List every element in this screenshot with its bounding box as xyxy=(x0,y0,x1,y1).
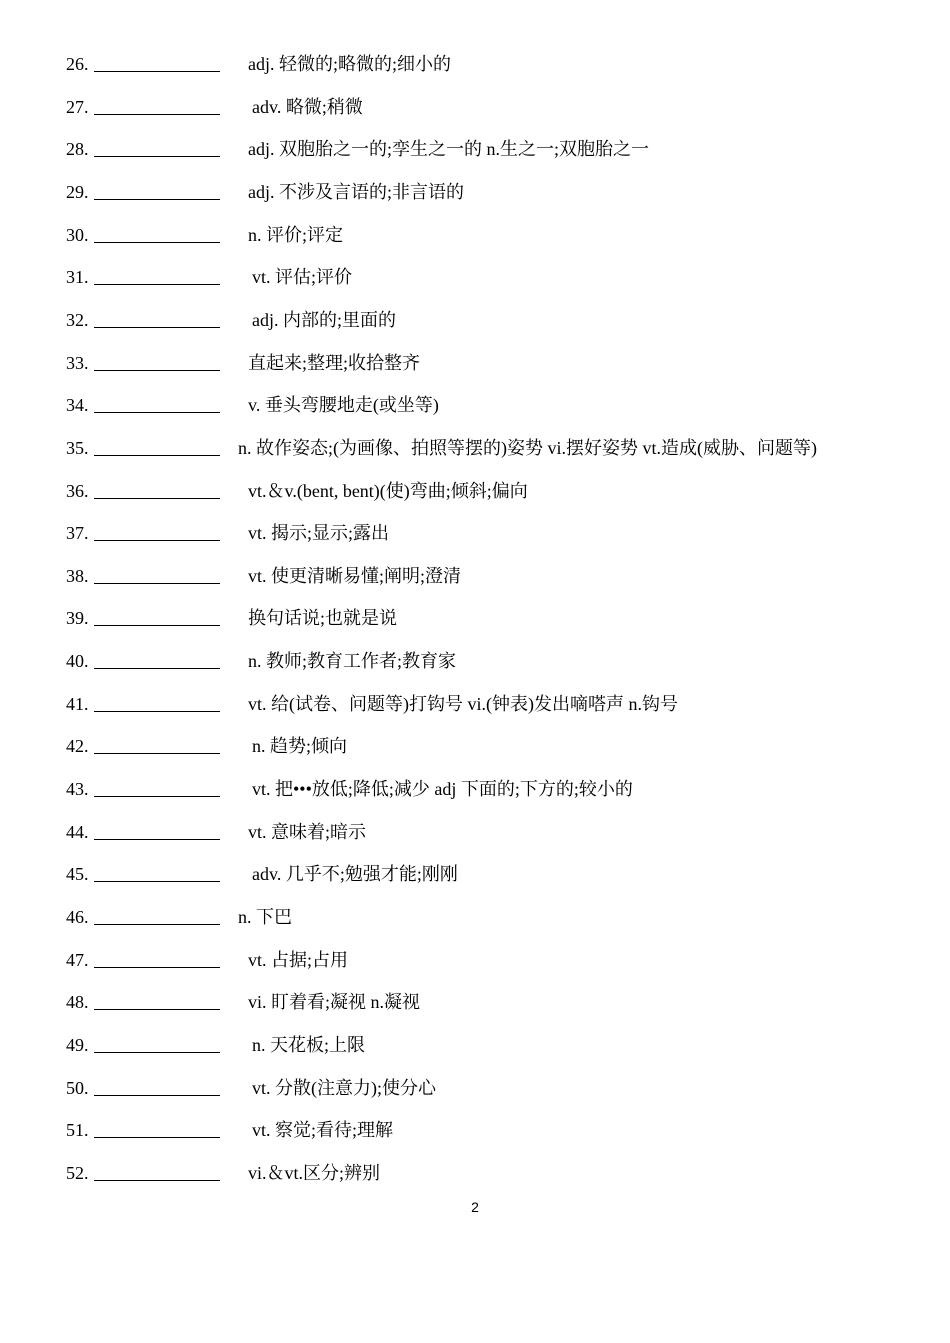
definition-text: n. 评价;评定 xyxy=(248,224,344,245)
answer-blank[interactable] xyxy=(94,733,220,759)
definition-text: n. 天花板;上限 xyxy=(252,1034,366,1055)
definition-text: n. 下巴 xyxy=(238,907,292,927)
definition-text: vt. 分散(注意力);使分心 xyxy=(252,1077,436,1098)
definition-text: vi.＆vt.区分;辨别 xyxy=(248,1162,381,1183)
answer-blank[interactable] xyxy=(94,478,220,504)
item-number: 38. xyxy=(66,565,89,586)
item-number: 51. xyxy=(66,1120,89,1141)
item-number: 42. xyxy=(66,736,89,757)
answer-blank[interactable] xyxy=(94,435,220,461)
definition-text: vt. 揭示;显示;露出 xyxy=(248,523,390,544)
vocab-item xyxy=(0,904,950,930)
item-number: 50. xyxy=(66,1077,89,1098)
vocab-item xyxy=(0,691,950,717)
answer-blank[interactable] xyxy=(94,989,220,1015)
definition-text: adv. 几乎不;勉强才能;刚刚 xyxy=(252,864,458,885)
item-number: 32. xyxy=(66,309,89,330)
answer-blank[interactable] xyxy=(94,392,220,418)
vocab-item xyxy=(0,819,950,845)
answer-blank[interactable] xyxy=(94,1160,220,1186)
item-number: 52. xyxy=(66,1162,89,1183)
vocab-item xyxy=(0,51,950,77)
vocab-item xyxy=(0,1032,950,1058)
item-number: 48. xyxy=(66,992,89,1013)
answer-blank[interactable] xyxy=(94,222,220,248)
vocab-item xyxy=(0,947,950,973)
item-number: 39. xyxy=(66,608,89,629)
answer-blank[interactable] xyxy=(94,904,220,930)
answer-blank[interactable] xyxy=(94,264,220,290)
definition-text: adj. 双胞胎之一的;孪生之一的 n.生之一;双胞胎之一 xyxy=(248,139,649,160)
definition-text: vt. 意味着;暗示 xyxy=(248,821,367,842)
definition-text: n. 故作姿态;(为画像、拍照等摆的)姿势 vi.摆好姿势 vt.造成(威胁、问题等) xyxy=(238,437,817,458)
item-number: 34. xyxy=(66,395,89,416)
vocab-item xyxy=(0,307,950,333)
definition-text: vt. 评估;评价 xyxy=(252,267,353,288)
vocab-item xyxy=(0,392,950,418)
definition-text: vt. 给(试卷、问题等)打钩号 vi.(钟表)发出嘀嗒声 n.钩号 xyxy=(248,693,678,714)
vocab-item xyxy=(0,1117,950,1143)
item-number: 41. xyxy=(66,693,89,714)
answer-blank[interactable] xyxy=(94,605,220,631)
vocab-item xyxy=(0,478,950,504)
vocab-item xyxy=(0,222,950,248)
answer-blank[interactable] xyxy=(94,51,220,77)
item-number: 47. xyxy=(66,949,89,970)
answer-blank[interactable] xyxy=(94,691,220,717)
vocab-item xyxy=(0,264,950,290)
definition-text: adj. 轻微的;略微的;细小的 xyxy=(248,54,451,74)
answer-blank[interactable] xyxy=(94,307,220,333)
item-number: 40. xyxy=(66,651,89,672)
answer-blank[interactable] xyxy=(94,563,220,589)
vocab-item xyxy=(0,435,950,461)
answer-blank[interactable] xyxy=(94,179,220,205)
vocab-item xyxy=(0,605,950,631)
vocab-item xyxy=(0,989,950,1015)
definition-text: vt.＆v.(bent, bent)(使)弯曲;倾斜;偏向 xyxy=(248,480,528,501)
item-number: 33. xyxy=(66,352,89,373)
definition-text: vt. 占据;占用 xyxy=(248,949,349,970)
answer-blank[interactable] xyxy=(94,1117,220,1143)
definition-text: vt. 把•••放低;降低;减少 adj 下面的;下方的;较小的 xyxy=(252,779,633,800)
definition-text: vt. 使更清晰易懂;阐明;澄清 xyxy=(248,565,462,586)
answer-blank[interactable] xyxy=(94,776,220,802)
definition-text: vi. 盯着看;凝视 n.凝视 xyxy=(248,992,421,1013)
item-number: 35. xyxy=(66,437,89,458)
answer-blank[interactable] xyxy=(94,1075,220,1101)
vocab-item xyxy=(0,563,950,589)
item-number: 30. xyxy=(66,224,89,245)
answer-blank[interactable] xyxy=(94,648,220,674)
item-number: 45. xyxy=(66,864,89,885)
vocab-item xyxy=(0,648,950,674)
vocab-item xyxy=(0,861,950,887)
item-number: 27. xyxy=(66,96,89,117)
vocab-item xyxy=(0,1160,950,1186)
vocab-item xyxy=(0,94,950,120)
answer-blank[interactable] xyxy=(94,819,220,845)
vocab-item xyxy=(0,179,950,205)
answer-blank[interactable] xyxy=(94,136,220,162)
definition-text: adj. 不涉及言语的;非言语的 xyxy=(248,181,464,202)
definition-text: v. 垂头弯腰地走(或坐等) xyxy=(248,395,439,416)
item-number: 26. xyxy=(66,54,89,74)
vocab-item xyxy=(0,136,950,162)
item-number: 28. xyxy=(66,139,89,160)
definition-text: adj. 内部的;里面的 xyxy=(252,309,396,330)
answer-blank[interactable] xyxy=(94,947,220,973)
page-number: 2 xyxy=(471,1199,479,1215)
item-number: 31. xyxy=(66,267,89,288)
definition-text: vt. 察觉;看待;理解 xyxy=(252,1120,394,1141)
definition-text: 直起来;整理;收拾整齐 xyxy=(248,352,421,373)
item-number: 43. xyxy=(66,779,89,800)
vocab-item xyxy=(0,776,950,802)
item-number: 44. xyxy=(66,821,89,842)
vocab-item xyxy=(0,1075,950,1101)
item-number: 36. xyxy=(66,480,89,501)
definition-text: n. 教师;教育工作者;教育家 xyxy=(248,651,457,672)
item-number: 29. xyxy=(66,181,89,202)
item-number: 37. xyxy=(66,523,89,544)
answer-blank[interactable] xyxy=(94,861,220,887)
answer-blank[interactable] xyxy=(94,350,220,376)
definition-text: adv. 略微;稍微 xyxy=(252,96,363,117)
answer-blank[interactable] xyxy=(94,1032,220,1058)
item-number: 49. xyxy=(66,1034,89,1055)
vocab-item xyxy=(0,520,950,546)
answer-blank[interactable] xyxy=(94,94,220,120)
answer-blank[interactable] xyxy=(94,520,220,546)
vocab-item xyxy=(0,733,950,759)
vocab-item xyxy=(0,350,950,376)
item-number: 46. xyxy=(66,907,89,927)
definition-text: n. 趋势;倾向 xyxy=(252,736,348,757)
definition-text: 换句话说;也就是说 xyxy=(248,608,398,629)
